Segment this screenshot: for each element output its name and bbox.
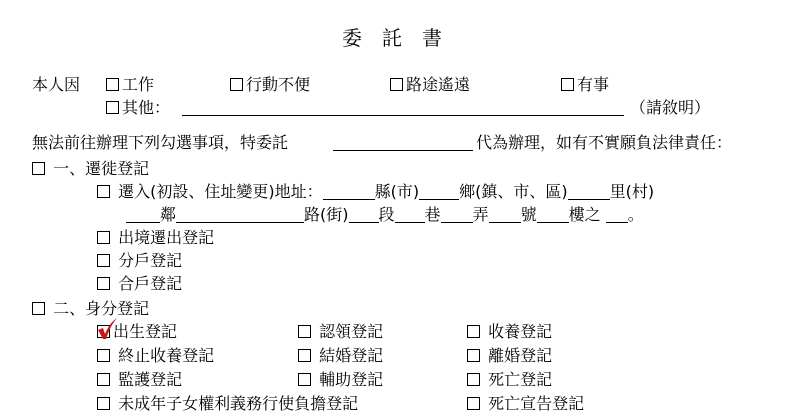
checkbox[interactable] bbox=[106, 78, 119, 91]
checkbox[interactable] bbox=[230, 78, 243, 91]
lane-label: 巷 bbox=[424, 205, 441, 224]
option-label: 其他： bbox=[122, 98, 171, 117]
reason-option-business[interactable] bbox=[561, 75, 609, 95]
section-migration[interactable] bbox=[32, 159, 149, 179]
road-field[interactable] bbox=[176, 206, 304, 223]
item-label: 終止收養登記 bbox=[118, 346, 215, 365]
other-reason-note: （請敘明） bbox=[630, 98, 711, 117]
minor-rights-registration-item[interactable] bbox=[97, 394, 358, 414]
move-in-item[interactable] bbox=[97, 182, 654, 202]
checkbox[interactable] bbox=[106, 101, 119, 114]
checkbox[interactable] bbox=[298, 373, 311, 386]
household-merge-item[interactable] bbox=[97, 274, 182, 294]
checkbox[interactable] bbox=[97, 397, 110, 410]
neighborhood-field[interactable] bbox=[126, 206, 160, 223]
county-label: 縣(市) bbox=[374, 182, 420, 201]
move-in-address-line2 bbox=[126, 205, 644, 225]
section-label: 二、身分登記 bbox=[53, 299, 150, 318]
address-end: 。 bbox=[627, 205, 644, 224]
floor-label: 樓之 bbox=[568, 205, 601, 224]
checkbox[interactable] bbox=[467, 373, 480, 386]
section-label: 一、遷徙登記 bbox=[53, 159, 150, 178]
item-label: 輔助登記 bbox=[319, 370, 384, 389]
county-field[interactable] bbox=[323, 183, 375, 200]
number-label: 號 bbox=[520, 205, 537, 224]
alley-label: 弄 bbox=[472, 205, 489, 224]
marriage-registration-item[interactable] bbox=[298, 346, 383, 366]
item-label: 分戶登記 bbox=[118, 251, 183, 270]
neighborhood-label: 鄰 bbox=[160, 205, 177, 224]
item-label: 出生登記 bbox=[113, 322, 178, 341]
reason-option-work[interactable] bbox=[106, 75, 154, 95]
checkbox[interactable] bbox=[467, 349, 480, 362]
option-label: 有事 bbox=[577, 75, 610, 94]
acknowledgment-registration-item[interactable] bbox=[298, 322, 383, 342]
village-label: 里(村) bbox=[609, 182, 655, 201]
household-split-item[interactable] bbox=[97, 251, 182, 271]
road-label: 路(街) bbox=[304, 205, 349, 224]
section-label-text: 段 bbox=[378, 205, 395, 224]
statement-before: 無法前往辦理下列勾選事項，特委託 bbox=[32, 133, 289, 152]
checkbox[interactable] bbox=[32, 302, 45, 315]
emigration-item[interactable] bbox=[97, 228, 214, 248]
item-label: 結婚登記 bbox=[319, 346, 384, 365]
checkbox[interactable] bbox=[298, 325, 311, 338]
assistance-registration-item[interactable] bbox=[298, 370, 383, 390]
title-char-2: 託 bbox=[382, 26, 402, 50]
checkbox[interactable] bbox=[97, 231, 110, 244]
item-label: 合戶登記 bbox=[118, 274, 183, 293]
checkbox[interactable] bbox=[467, 325, 480, 338]
document-title bbox=[332, 26, 452, 50]
section-field[interactable] bbox=[349, 206, 379, 223]
death-registration-item[interactable] bbox=[467, 370, 552, 390]
birth-registration-item[interactable] bbox=[97, 322, 177, 342]
floor-sub-field[interactable] bbox=[606, 206, 628, 223]
guardianship-registration-item[interactable] bbox=[97, 370, 182, 390]
checkbox[interactable] bbox=[561, 78, 574, 91]
township-label: 鄉(鎮、市、區) bbox=[459, 182, 568, 201]
checkbox[interactable] bbox=[467, 397, 480, 410]
alley-field[interactable] bbox=[441, 206, 473, 223]
check-mark-icon bbox=[96, 318, 118, 340]
item-label: 死亡宣告登記 bbox=[488, 394, 585, 413]
item-label: 離婚登記 bbox=[488, 346, 553, 365]
reason-option-mobility[interactable] bbox=[230, 75, 310, 95]
title-char-3: 書 bbox=[422, 26, 442, 50]
option-label: 行動不便 bbox=[246, 75, 311, 94]
death-declaration-registration-item[interactable] bbox=[467, 394, 584, 414]
village-field[interactable] bbox=[568, 183, 610, 200]
statement-after: 代為辦理，如有不實願負法律責任： bbox=[476, 133, 733, 152]
number-field[interactable] bbox=[489, 206, 521, 223]
option-label: 工作 bbox=[122, 75, 155, 94]
checkbox[interactable] bbox=[97, 185, 110, 198]
adoption-termination-item[interactable] bbox=[97, 346, 214, 366]
checkbox[interactable] bbox=[97, 373, 110, 386]
checkbox[interactable] bbox=[390, 78, 403, 91]
option-label: 路途遙遠 bbox=[406, 75, 471, 94]
agent-name-field[interactable] bbox=[333, 133, 473, 153]
divorce-registration-item[interactable] bbox=[467, 346, 552, 366]
checkbox[interactable] bbox=[298, 349, 311, 362]
adoption-registration-item[interactable] bbox=[467, 322, 552, 342]
lane-field[interactable] bbox=[395, 206, 425, 223]
item-label: 死亡登記 bbox=[488, 370, 553, 389]
other-reason-field[interactable] bbox=[182, 98, 624, 118]
item-label: 認領登記 bbox=[319, 322, 384, 341]
item-label: 監護登記 bbox=[118, 370, 183, 389]
item-label: 未成年子女權利義務行使負擔登記 bbox=[118, 394, 359, 413]
floor-field[interactable] bbox=[537, 206, 569, 223]
checkbox[interactable] bbox=[32, 162, 45, 175]
reason-option-distance[interactable] bbox=[390, 75, 470, 95]
item-label: 收養登記 bbox=[488, 322, 553, 341]
item-label: 出境遷出登記 bbox=[118, 228, 215, 247]
section-identity[interactable] bbox=[32, 299, 149, 319]
checkbox-checked[interactable] bbox=[97, 325, 110, 338]
title-char-1: 委 bbox=[342, 26, 362, 50]
checkbox[interactable] bbox=[97, 349, 110, 362]
reason-lead: 本人因 bbox=[32, 75, 81, 94]
move-in-label: 遷入(初設、住址變更)地址： bbox=[118, 182, 323, 201]
checkbox[interactable] bbox=[97, 277, 110, 290]
reason-option-other[interactable] bbox=[106, 98, 170, 118]
township-field[interactable] bbox=[419, 183, 459, 200]
checkbox[interactable] bbox=[97, 254, 110, 267]
